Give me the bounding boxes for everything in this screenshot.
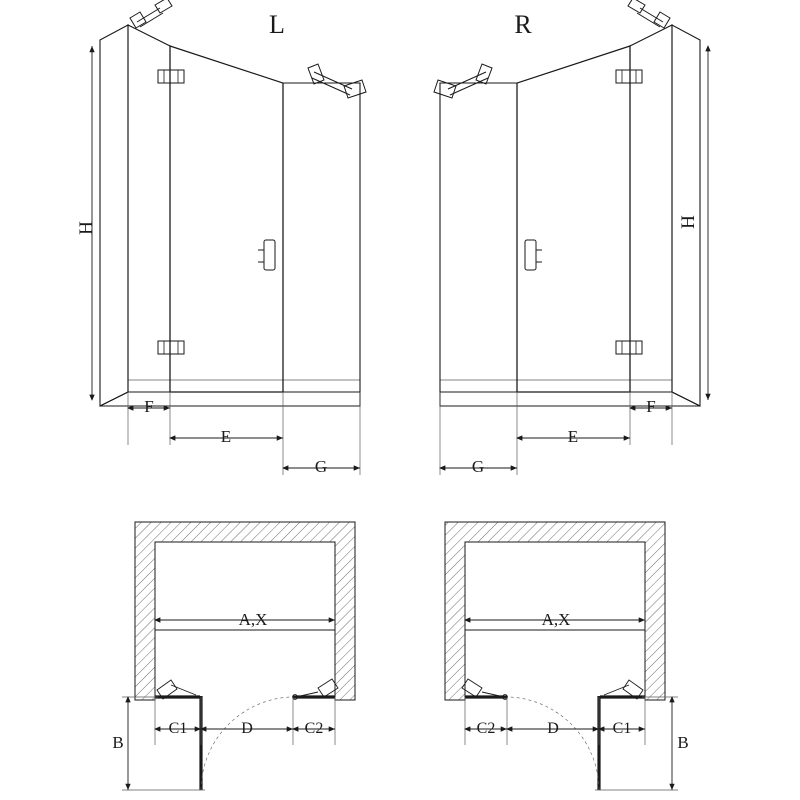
dimension-label-AX-right: A,X xyxy=(541,610,571,629)
dimension-label-D-right: D xyxy=(547,720,559,737)
fixed-panel-G-right xyxy=(440,83,517,392)
dimension-label-G-left: G xyxy=(314,457,328,476)
fixed-panel-G-left xyxy=(283,83,360,392)
dimension-label-C1-left: C1 xyxy=(168,720,188,737)
dimension-H-right xyxy=(678,46,708,400)
shower-tray-left xyxy=(100,392,360,406)
dimension-label-C2-right: C2 xyxy=(476,720,496,737)
dimension-label-E-right: E xyxy=(567,427,579,446)
hinge-upper-right xyxy=(616,70,642,83)
dimension-label-F-left: F xyxy=(144,397,154,416)
dimension-label-B-right: B xyxy=(677,733,689,752)
dimension-label-D-left: D xyxy=(241,720,253,737)
dimension-label-B-left: B xyxy=(112,733,124,752)
dimension-H-left xyxy=(76,46,97,400)
stabiliser-bar-left-right-view xyxy=(434,64,492,98)
dimension-label-E-left: E xyxy=(220,427,232,446)
dimension-G-right xyxy=(440,457,517,476)
dimension-label-AX-left: A,X xyxy=(238,610,268,629)
dimension-D-right xyxy=(507,720,599,737)
door-panel-E-right xyxy=(517,46,630,392)
dimension-label-C1-right: C1 xyxy=(612,720,632,737)
dimension-label-H-left: H xyxy=(76,221,97,235)
dimension-AX-right xyxy=(465,610,645,629)
dimension-B-right xyxy=(672,697,689,790)
dimension-E-left xyxy=(170,427,283,446)
shower-tray-right xyxy=(440,392,700,406)
dimension-C1-left xyxy=(155,720,201,737)
dimension-C2-right xyxy=(465,720,507,737)
dimension-C1-right xyxy=(599,720,645,737)
dimension-C2-left xyxy=(293,720,335,737)
left-side-wall xyxy=(100,25,128,406)
stabiliser-bar-right-left-view xyxy=(308,64,366,98)
door-handle-right xyxy=(525,240,542,270)
variant-label-R: R xyxy=(514,10,532,39)
dimension-label-H-right: H xyxy=(678,215,699,229)
dimension-label-C2-left: C2 xyxy=(304,720,324,737)
door-panel-E-left xyxy=(170,46,283,392)
variant-label-L: L xyxy=(269,10,285,39)
dimension-AX-left xyxy=(155,610,335,629)
door-swing-arc-left xyxy=(201,697,290,790)
dimension-label-G-right: G xyxy=(471,457,485,476)
plan-view-left xyxy=(112,522,355,790)
dimension-label-F-right: F xyxy=(646,397,656,416)
elevation-view-left xyxy=(76,0,366,476)
stabiliser-bar-top-left xyxy=(130,0,172,28)
dimension-E-right xyxy=(517,427,630,446)
dimension-D-left xyxy=(201,720,293,737)
elevation-view-right xyxy=(434,0,708,476)
stabiliser-bar-top-right xyxy=(628,0,670,28)
dimension-B-left xyxy=(112,697,128,790)
dimension-G-left xyxy=(283,457,360,476)
plan-view-right xyxy=(445,522,689,790)
door-handle-left xyxy=(258,240,275,270)
door-swing-arc-right xyxy=(510,697,599,790)
hinge-lower-right xyxy=(616,341,642,354)
